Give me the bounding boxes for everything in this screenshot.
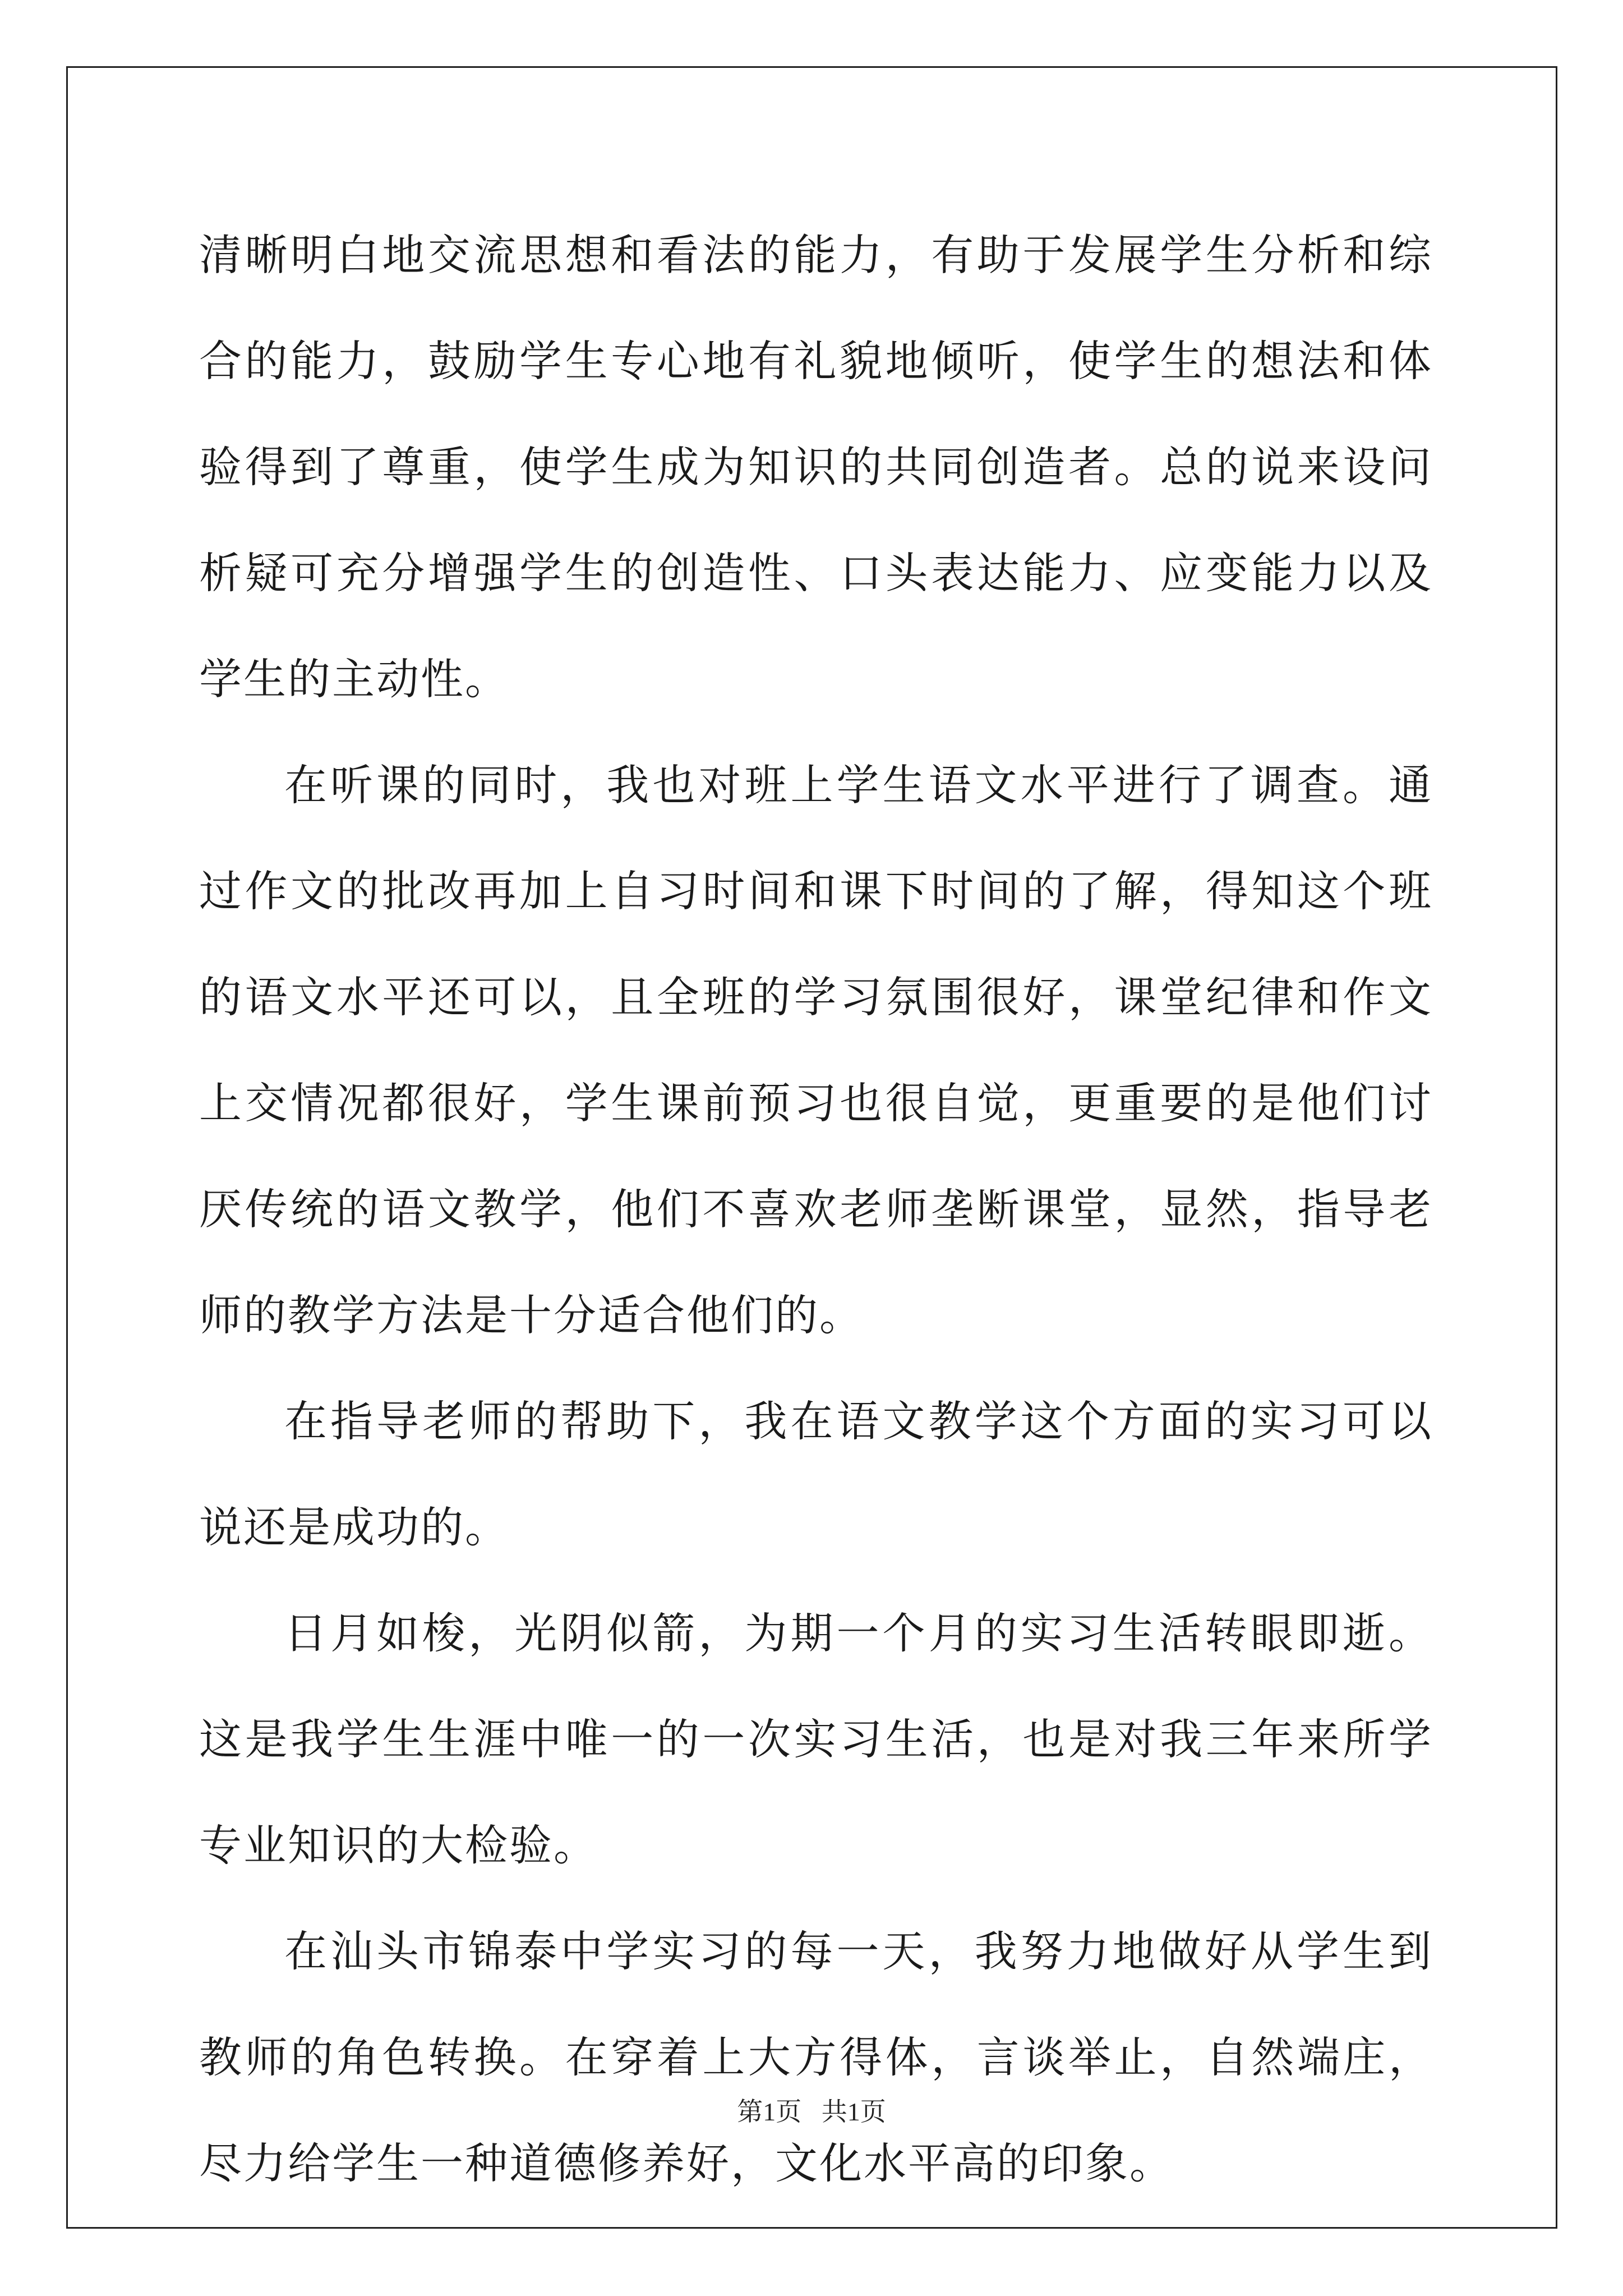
page-footer [0, 2095, 1623, 2129]
paragraph-4: 日月如梭，光阴似箭，为期一个月的实习生活转眼即逝。这是我学生生涯中唯一的一次实习生活，也是对我三年来所学专业知识的大检验。 [199, 1608, 1433, 1870]
paragraph-3: 在指导老师的帮助下，我在语文教学这个方面的实习可以说还是成功的。 [199, 1396, 1433, 1552]
document-body [199, 202, 1433, 2216]
page-number: 第1页 [737, 2097, 802, 2126]
paragraph-2: 在听课的同时，我也对班上学生语文水平进行了调查。通过作文的批改再加上自习时间和课下时间的了解，得知这个班的语文水平还可以，且全班的学习氛围很好，课堂纪律和作文上交情况都很好，学生课前预习也很自觉，更重要的是他们讨厌传统的语文教学，他们不喜欢老师垄断课堂，显然，指导老师的教学方法是十分适合他们的。 [199, 760, 1433, 1340]
paragraph-5: 在汕头市锦泰中学实习的每一天，我努力地做好从学生到教师的角色转换。在穿着上大方得体，言谈举止，自然端庄，尽力给学生一种道德修养好，文化水平高的印象。 [199, 1926, 1433, 2188]
page-total: 共1页 [821, 2097, 886, 2126]
paragraph-1: 清晰明白地交流思想和看法的能力，有助于发展学生分析和综合的能力，鼓励学生专心地有礼貌地倾听，使学生的想法和体验得到了尊重，使学生成为知识的共同创造者。总的说来设问析疑可充分增强学生的创造性、口头表达能力、应变能力以及学生的主动性。 [199, 230, 1433, 704]
